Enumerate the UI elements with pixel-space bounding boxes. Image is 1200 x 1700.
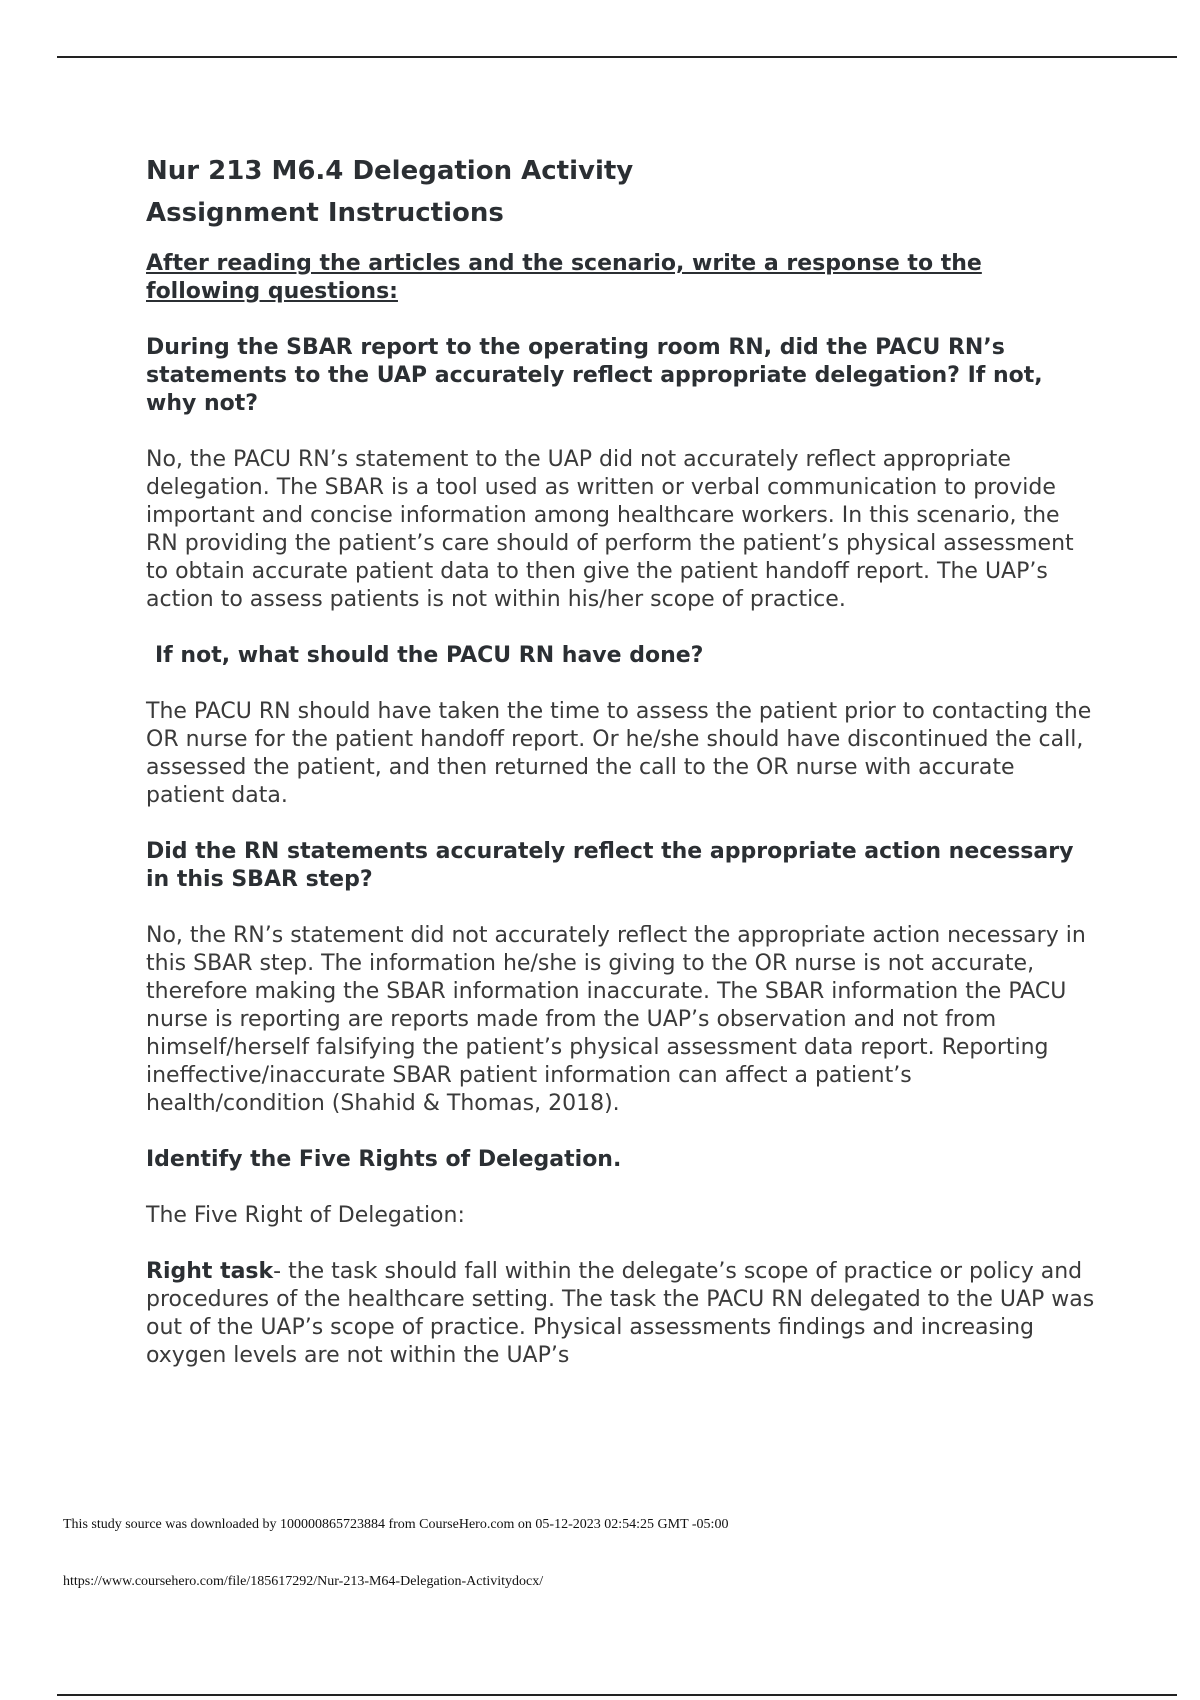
question-4: Identify the Five Rights of Delegation. bbox=[146, 1147, 622, 1172]
answer-1: No, the PACU RN’s statement to the UAP did not accurately reflect appropriate delegation. The SBAR is a tool used as written or verbal communication to provide important and concise information among healthcare workers. In this scenario, the RN providing the patient’s care should of perform the patient’s physical assessment to obtain accurate patient data to then give the patient handoff report. The UAP’s action to assess patients is not within his/her scope of practice. bbox=[146, 447, 1074, 612]
instructions-intro: After reading the articles and the scenario, write a response to the following questions: bbox=[146, 251, 982, 304]
question-2: If not, what should the PACU RN have done? bbox=[155, 643, 704, 668]
source-url: https://www.coursehero.com/file/185617292/Nur-213-M64-Delegation-Activitydocx/ bbox=[63, 1574, 544, 1589]
answer-4-intro: The Five Right of Delegation: bbox=[146, 1203, 465, 1228]
right-task-label: Right task bbox=[146, 1259, 274, 1284]
document-body bbox=[146, 150, 1096, 1370]
answer-2: The PACU RN should have taken the time to assess the patient prior to contacting the OR nurse for the patient handoff report. Or he/she should have discontinued the call, assessed the patient, and then returned the call to the OR nurse with accurate patient data. bbox=[146, 699, 1092, 808]
question-1: During the SBAR report to the operating room RN, did the PACU RN’s statements to the UAP accurately reflect appropriate delegation? If not, why not? bbox=[146, 335, 1043, 416]
right-task-text: - the task should fall within the delegate’s scope of practice or policy and procedures of the healthcare setting. The task the PACU RN delegated to the UAP was out of the UAP’s scope of practice. Physical assessments findings and increasing oxygen levels are not within the UAP’s bbox=[146, 1259, 1095, 1368]
download-source-note: This study source was downloaded by 100000865723884 from CourseHero.com on 05-12-2023 02:54:25 GMT -05:00 bbox=[63, 1517, 729, 1532]
question-3: Did the RN statements accurately reflect the appropriate action necessary in this SBAR step? bbox=[146, 839, 1074, 892]
document-subtitle: Assignment Instructions bbox=[146, 198, 504, 228]
bottom-divider bbox=[57, 1694, 1177, 1696]
right-task-paragraph bbox=[146, 1258, 1096, 1370]
top-divider bbox=[57, 56, 1177, 58]
answer-3: No, the RN’s statement did not accurately reflect the appropriate action necessary in this SBAR step. The information he/she is giving to the OR nurse is not accurate, therefore making the SBAR information inaccurate. The SBAR information the PACU nurse is reporting are reports made from the UAP’s observation and not from himself/herself falsifying the patient’s physical assessment data report. Reporting ineffective/inaccurate SBAR patient information can affect a patient’s health/condition (Shahid & Thomas, 2018). bbox=[146, 923, 1086, 1116]
document-title: Nur 213 M6.4 Delegation Activity bbox=[146, 156, 634, 186]
